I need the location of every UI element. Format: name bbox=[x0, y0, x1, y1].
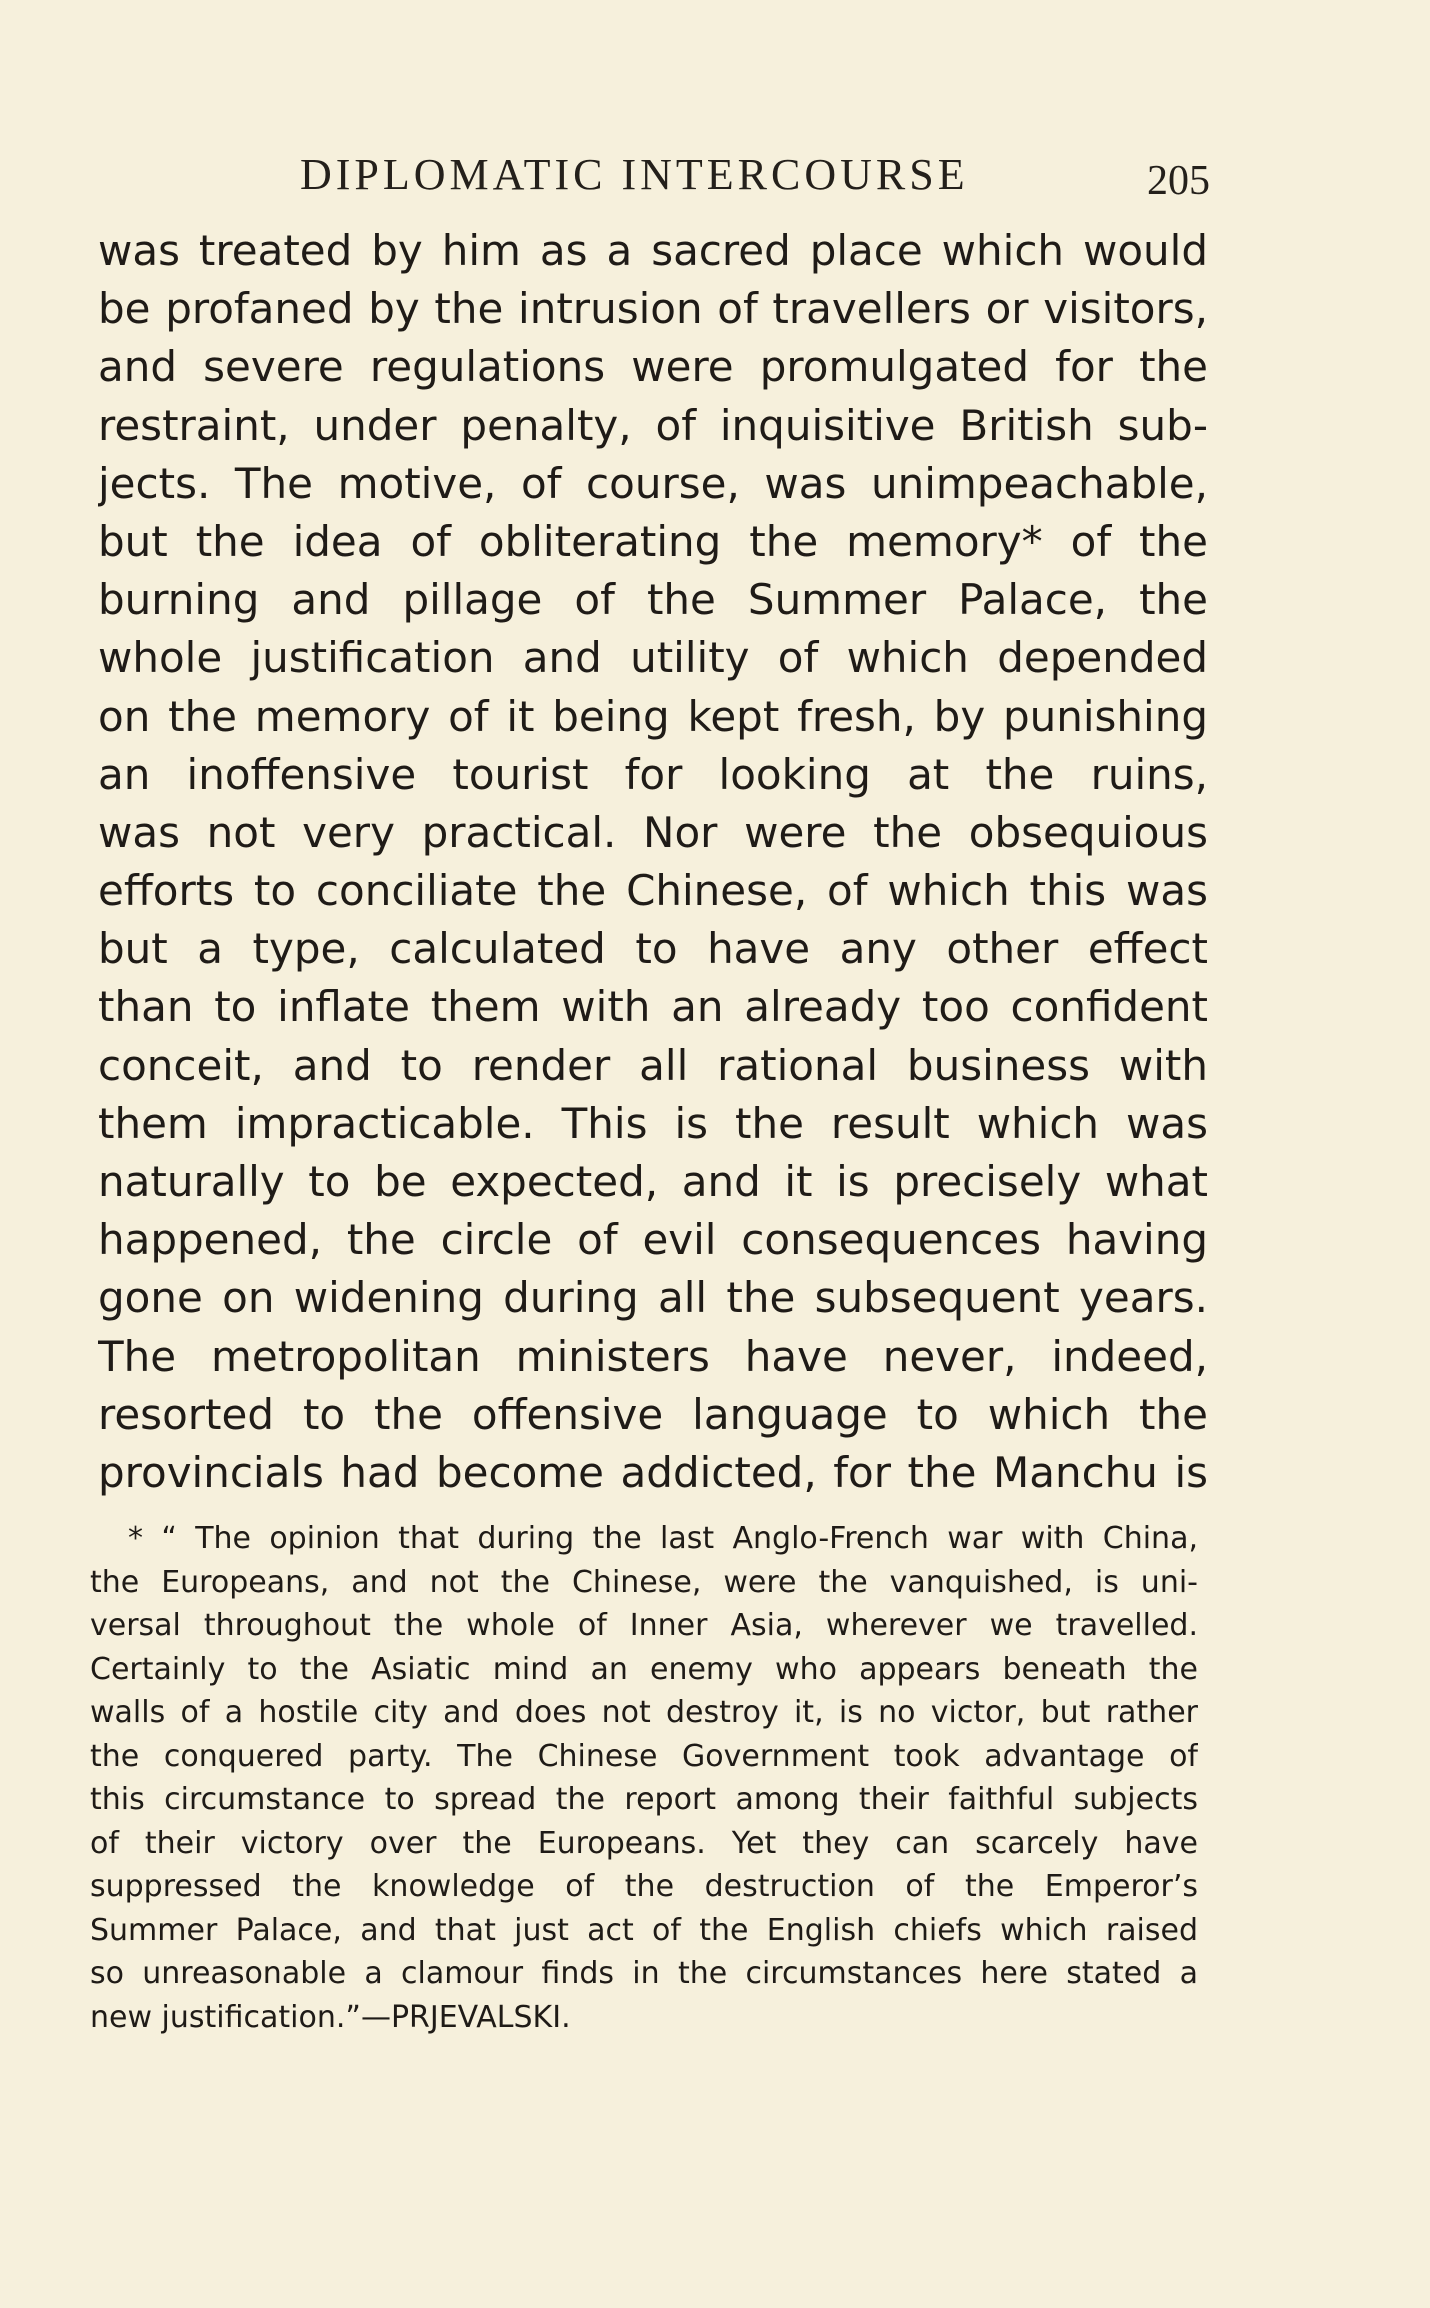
footnote-line: * “ The opinion that during the last Anglo-French war with China, bbox=[128, 1521, 1198, 1556]
footnote-line: the Europeans, and not the Chinese, were the vanquished, is uni- bbox=[90, 1564, 1198, 1600]
footnote bbox=[90, 1517, 1198, 2039]
page-number: 205 bbox=[1147, 158, 1210, 204]
body-line: conceit, and to render all rational business with bbox=[98, 1040, 1208, 1090]
footnote-line: of their victory over the Europeans. Yet they can scarcely have bbox=[90, 1825, 1198, 1861]
body-line: an inoffensive tourist for looking at the ruins, bbox=[98, 749, 1208, 799]
body-line: resorted to the offensive language to which the bbox=[98, 1389, 1208, 1439]
footnote-line: walls of a hostile city and does not destroy it, is no victor, but rather bbox=[90, 1695, 1198, 1730]
body-line: and severe regulations were promulgated for the bbox=[98, 342, 1208, 392]
body-line: than to inflate them with an already too confident bbox=[98, 982, 1208, 1032]
body-line: on the memory of it being kept fresh, by punishing bbox=[98, 691, 1208, 741]
body-line: naturally to be expected, and it is precisely what bbox=[98, 1157, 1208, 1206]
footnote-line: Certainly to the Asiatic mind an enemy who appears beneath the bbox=[90, 1651, 1198, 1687]
running-head bbox=[300, 150, 1210, 204]
body-line: happened, the circle of evil consequences having bbox=[98, 1215, 1208, 1265]
body-line: burning and pillage of the Summer Palace, the bbox=[98, 575, 1208, 625]
running-title: DIPLOMATIC INTERCOURSE bbox=[300, 150, 969, 199]
body-line: but the idea of obliterating the memory* of the bbox=[98, 516, 1208, 566]
body-line: whole justification and utility of which depended bbox=[98, 633, 1208, 683]
footnote-line: suppressed the knowledge of the destruction of the Emperor’s bbox=[90, 1869, 1198, 1904]
footnote-line: versal throughout the whole of Inner Asia, wherever we travelled. bbox=[90, 1608, 1198, 1643]
body-line: jects. The motive, of course, was unimpeachable, bbox=[98, 458, 1208, 508]
body-line: was treated by him as a sacred place which would bbox=[98, 226, 1208, 275]
footnote-line: so unreasonable a clamour finds in the circumstances here stated a bbox=[90, 1956, 1198, 1991]
body-line: efforts to conciliate the Chinese, of which this was bbox=[98, 866, 1208, 916]
body-line: restraint, under penalty, of inquisitive British sub- bbox=[98, 400, 1208, 450]
footnote-line: this circumstance to spread the report among their faithful subjects bbox=[90, 1782, 1198, 1817]
body-line: but a type, calculated to have any other effect bbox=[98, 924, 1208, 974]
body-line: provincials had become addicted, for the Manchu is bbox=[98, 1447, 1208, 1497]
body-line: gone on widening during all the subsequent years. bbox=[98, 1273, 1208, 1323]
body-line: them impracticable. This is the result which was bbox=[98, 1098, 1208, 1148]
footnote-line: Summer Palace, and that just act of the English chiefs which raised bbox=[90, 1912, 1198, 1948]
body-text bbox=[98, 222, 1208, 1502]
footnote-line: new justification.”—PRJEVALSKI. bbox=[90, 1999, 571, 2035]
body-line: The metropolitan ministers have never, indeed, bbox=[98, 1331, 1208, 1381]
body-line: was not very practical. Nor were the obsequious bbox=[98, 807, 1208, 857]
body-line: be profaned by the intrusion of travellers or visitors, bbox=[98, 284, 1208, 334]
footnote-line: the conquered party. The Chinese Government took advantage of bbox=[90, 1738, 1198, 1774]
